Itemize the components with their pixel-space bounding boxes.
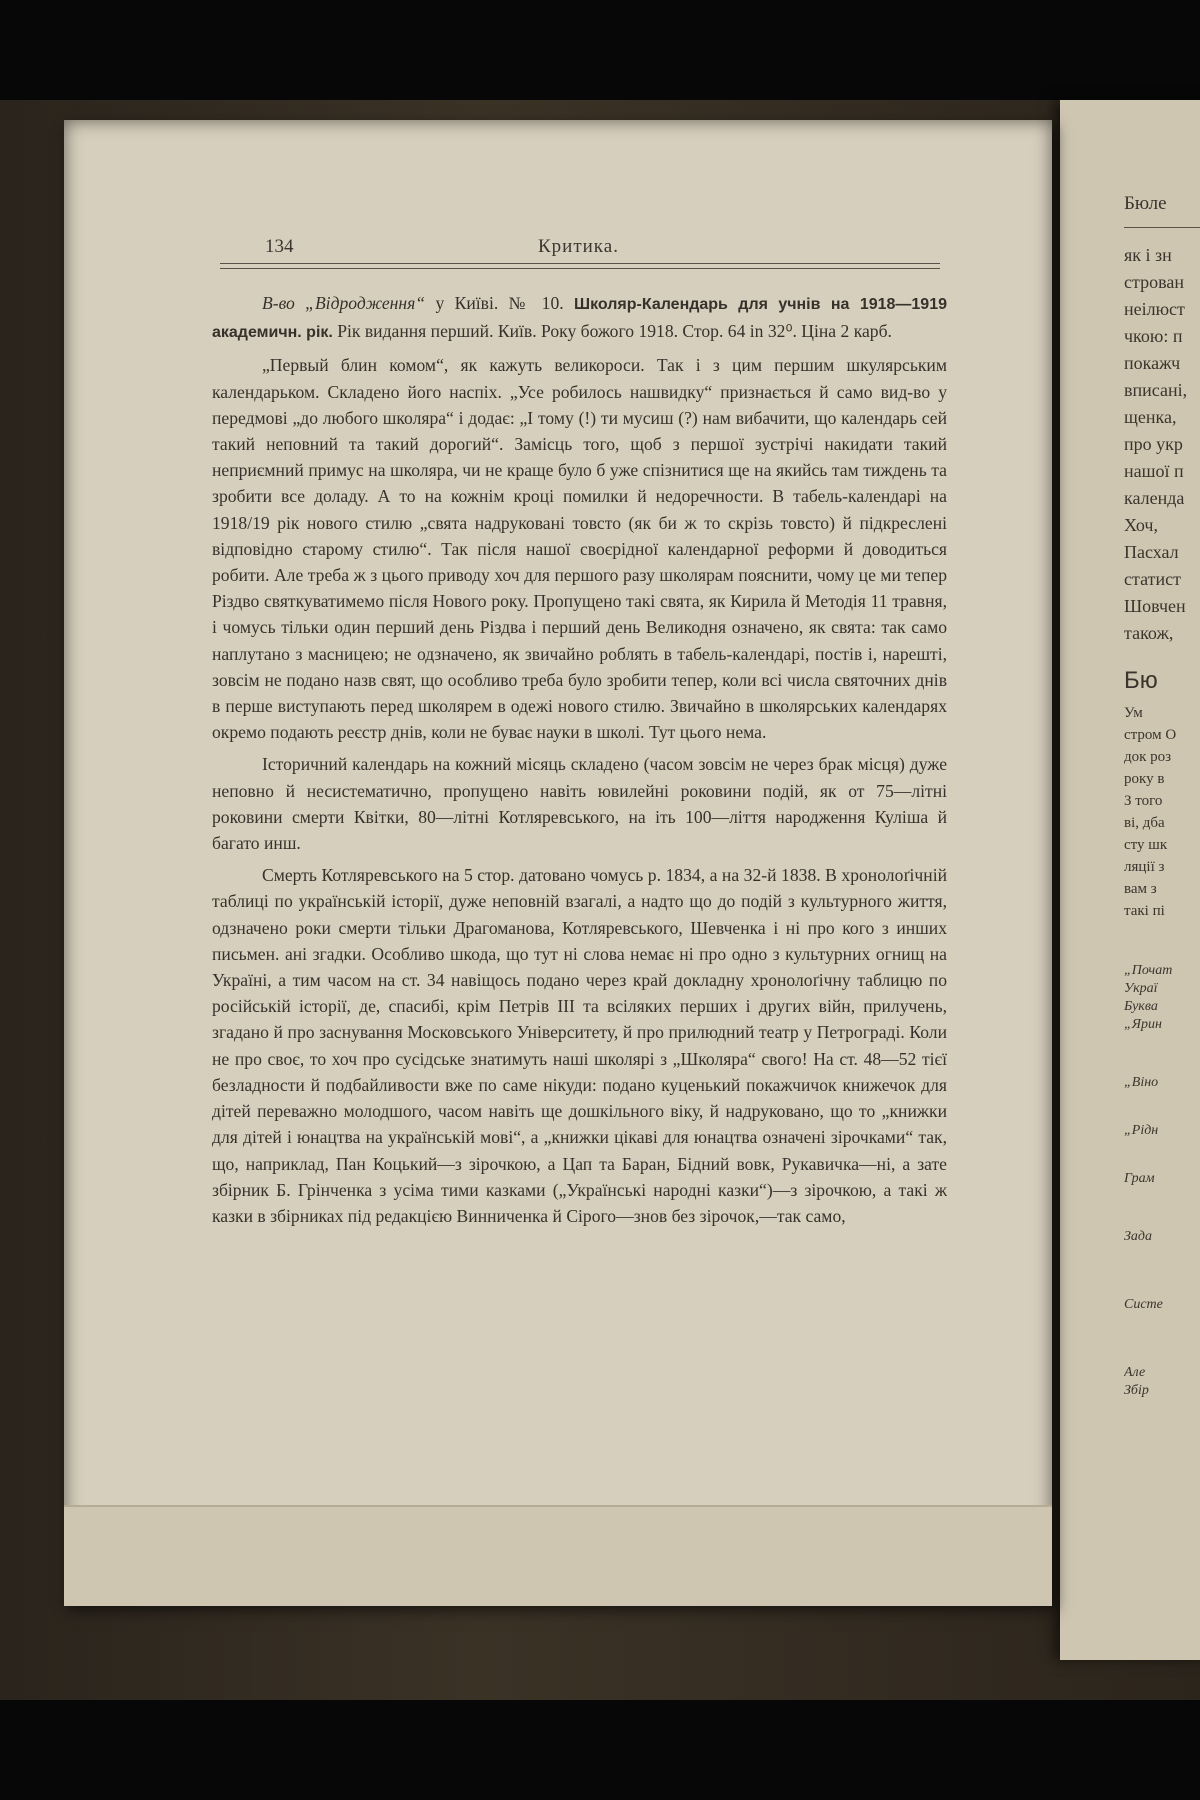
adjacent-line: Хоч,: [1124, 515, 1158, 535]
adjacent-line: Шовчен: [1124, 596, 1186, 616]
adjacent-line: док роз: [1124, 749, 1172, 765]
adjacent-line: нашої п: [1124, 461, 1184, 481]
adjacent-page-text: [1124, 190, 1200, 1400]
adjacent-line: Грам: [1124, 1171, 1155, 1186]
adjacent-line: року в: [1124, 771, 1165, 787]
adjacent-line: покажч: [1124, 353, 1181, 373]
article-body: [212, 290, 947, 1229]
bibliographic-entry: [212, 290, 947, 346]
paragraph: Смерть Котляревського на 5 стор. датовано чомусь р. 1834, а на 32-й 1838. В хронолоґічній таблиці по українській історії, дуже неповній взагалі, а надто що до подій з культурного життя, одзначено роки смерти тільки Драгоманова, Котляревського, Шевченка і ні про кого з инших письмен. ані згадки. Особливо шкода, що тут ні слова немає ні про одно з культурних огнищ на Україні, а тим часом на ст. 34 навіщось подано через край докладну хронолоґічну таблицю по російській історії, де, спасибі, крім Петрів ІІІ та всіляких перших і других війн, прилучень, згадано й про заснування Московського Університету, й про прилюдний театр у Петрограді. Коли не про своє, то хоч про сусідське знатимуть наші школярі з „Школяра“ свого! На ст. 48—52 тієї безладности й подбайливости вже по саме нікуди: подано куценький покажчичок книжечок для дітей переважно молодшого, часом навіть ще дошкільного віку, й надруковано, що то „книжки для дітей і юнацтва на українській мові“, а „книжки цікаві для юнацтва означені зірочками“ так, що, наприклад, Пан Коцький—з зірочкою, а Цап та Баран, Бідний вовк, Рукавичка—ні, а зате збірник Б. Грінченка з усіма тими казками („Українські народні казки“)—з зірочкою, а такі ж казки в збірниках під редакцією Винниченка й Сірого—знов без зірочок,—так само,: [212, 865, 947, 1226]
running-head: [220, 236, 940, 266]
adjacent-line: Ум: [1124, 705, 1143, 721]
adjacent-page-rule: [1124, 227, 1200, 228]
adjacent-line: ві, дба: [1124, 815, 1165, 831]
adjacent-line: „Віно: [1124, 1075, 1159, 1090]
adjacent-line: Збір: [1124, 1383, 1149, 1398]
adjacent-line: сту шк: [1124, 837, 1168, 853]
adjacent-lines-top: [1124, 242, 1200, 647]
entry-meta: Рік видання перший. Київ. Року божого 1918. Стор. 64 in 32⁰. Ціна 2 карб.: [332, 321, 892, 342]
adjacent-line: стром О: [1124, 727, 1177, 743]
publisher-name: В-во „Відродження“: [262, 293, 426, 313]
adjacent-heading: Бю: [1124, 667, 1158, 694]
adjacent-line: Систе: [1124, 1297, 1163, 1312]
adjacent-line: „Почат: [1124, 963, 1173, 978]
adjacent-line: щенка,: [1124, 407, 1177, 427]
paragraph: Історичний календарь на кожний місяць складено (часом зовсім не через брак місця) дуже неповно й несистематично, пропущено навіть ювилейні роковини подій, як от 75—літні роковини смерти Квітки, 80—літні Котляревського, на іть 100—ліття народження Куліша й багато инш.: [212, 754, 947, 854]
adjacent-line: статист: [1124, 569, 1181, 589]
adjacent-line: про укр: [1124, 434, 1183, 454]
adjacent-line: „Ярин: [1124, 1017, 1162, 1032]
adjacent-line: вам з: [1124, 881, 1157, 897]
adjacent-line: неілюст: [1124, 299, 1185, 319]
adjacent-line: чкою: п: [1124, 326, 1183, 346]
section-name: Критика.: [538, 236, 619, 257]
adjacent-lines-mid: [1124, 702, 1200, 922]
adjacent-line: ляції з: [1124, 859, 1165, 875]
page-number: 134: [265, 236, 294, 257]
adjacent-line: Украї: [1124, 981, 1158, 996]
adjacent-line: З того: [1124, 793, 1163, 809]
paragraph: „Первый блин комом“, як кажуть великороси. Так і з цим першим шкулярським календарьком. Складено його наспіх. „Усе робилось нашвидку“ признається й само вид-во у передмові „до любого школяра“ і додає: „І тому (!) ти мусиш (?) нам вибачити, що календарь сей такий неповний та такий дорогий“. Замісць того, щоб з першої зустрічі накидати такий неприємний примус на школяра, чи не краще було б уже спізнитися ще на якийсь там тиждень та зробити все доладу. А то на кожнім кроці помилки й недоречности. В табель-календарі на 1918/19 рік нового стилю „свята надруковані товсто (як би ж то скрізь товсто) й підкреслені відповідно старому стилю“. Так після нашої своєрідної календарної реформи й доводиться робити. Але треба ж з цього приводу хоч для першого разу школярам пояснити, чому це ми тепер Різдво святкуватимемо після Нового року. Пропущено такі свята, як Кирила й Методія 11 травня, і чомусь тільки один перший день Різдва і перший день Великодня означено, як свята: так само наплутано з масницею; не одзначено, як звичайно роблять в табель-календарі, постів і, нарешті, зовсім не подано назв свят, що особливо треба було зробити тепер, коли всі числа святочних днів в перше виступають перед школярем в одежі нового стилю. Звичайно в школярських календарях окремо подають реєстр днів, коли не буває науки в школі. Тут цього нема.: [212, 355, 947, 743]
header-rule-top: [220, 263, 940, 264]
adjacent-line: такі пі: [1124, 903, 1165, 919]
adjacent-line: Буква: [1124, 999, 1158, 1014]
adjacent-line: вписані,: [1124, 380, 1188, 400]
adjacent-lines-bottom: [1124, 962, 1200, 1400]
adjacent-line: як і зн: [1124, 245, 1172, 265]
adjacent-line: календа: [1124, 488, 1185, 508]
entry-intro: у Київі. № 10.: [425, 293, 574, 313]
adjacent-line: строван: [1124, 272, 1184, 292]
adjacent-line: Пасхал: [1124, 542, 1179, 562]
adjacent-line: також,: [1124, 623, 1174, 643]
adjacent-page-header: Бюле: [1124, 193, 1167, 214]
book-title: Школяр-Календарь для учнів на 1918—1919 академичн. рік.: [212, 296, 948, 342]
header-rule-bottom: [220, 268, 940, 269]
adjacent-line: „Рідн: [1124, 1123, 1159, 1138]
adjacent-line: Але: [1124, 1365, 1146, 1380]
adjacent-line: Зада: [1124, 1229, 1153, 1244]
